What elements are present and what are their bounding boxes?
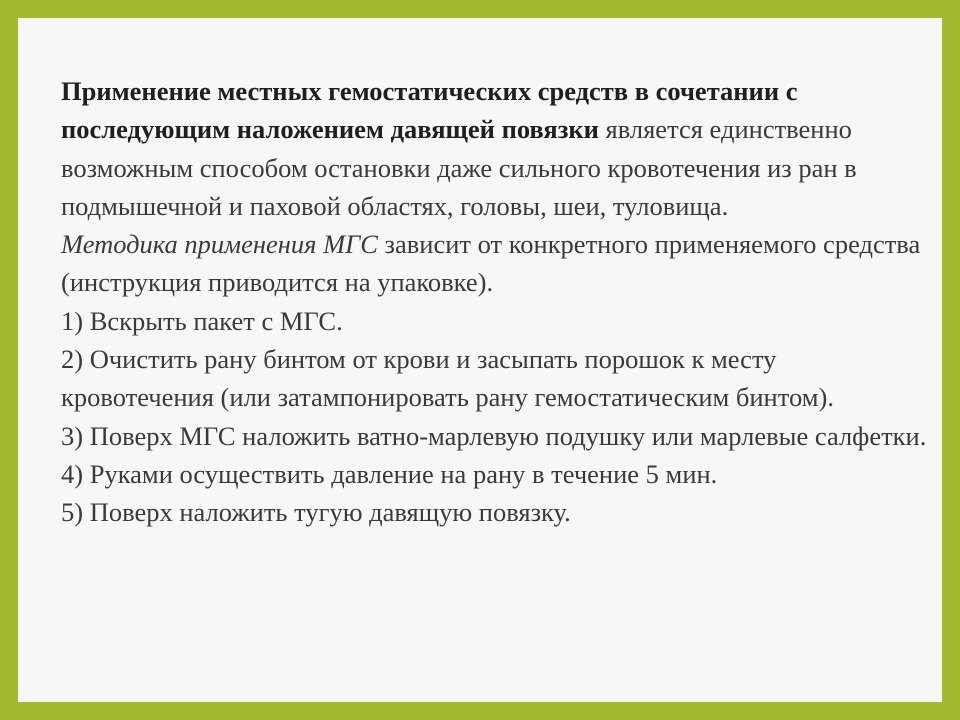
step-item: 4) Руками осуществить давление на рану в течение 5 мин.	[61, 458, 718, 489]
step-item: 1) Вскрыть пакет с МГС.	[61, 305, 343, 336]
step-item: 3) Поверх МГС наложить ватно-марлевую подушку или марлевые салфетки.	[61, 420, 927, 451]
method-regular-text: зависит от конкретного применяемого средства (инструкция приводится на упаковке).	[61, 229, 921, 298]
step-item: 5) Поверх наложить тугую давящую повязку.	[61, 497, 571, 528]
step-item: 2) Очистить рану бинтом от крови и засыпать порошок к месту кровотечения (или затампонировать рану гемостатическим бинтом).	[61, 344, 834, 413]
intro-bold-text: Применение местных гемостатических средств в сочетании с последующим наложением давящей повязки	[61, 76, 798, 145]
content-panel	[18, 18, 942, 702]
method-italic-text: Методика применения МГС	[61, 229, 378, 260]
method-paragraph	[61, 225, 931, 302]
intro-paragraph	[61, 72, 931, 225]
intro-regular-text: является единственно возможным способом остановки даже сильного кровотечения из ран в подмышечной и паховой областях, головы, шеи, туловища.	[61, 114, 857, 221]
slide-text	[61, 72, 931, 532]
